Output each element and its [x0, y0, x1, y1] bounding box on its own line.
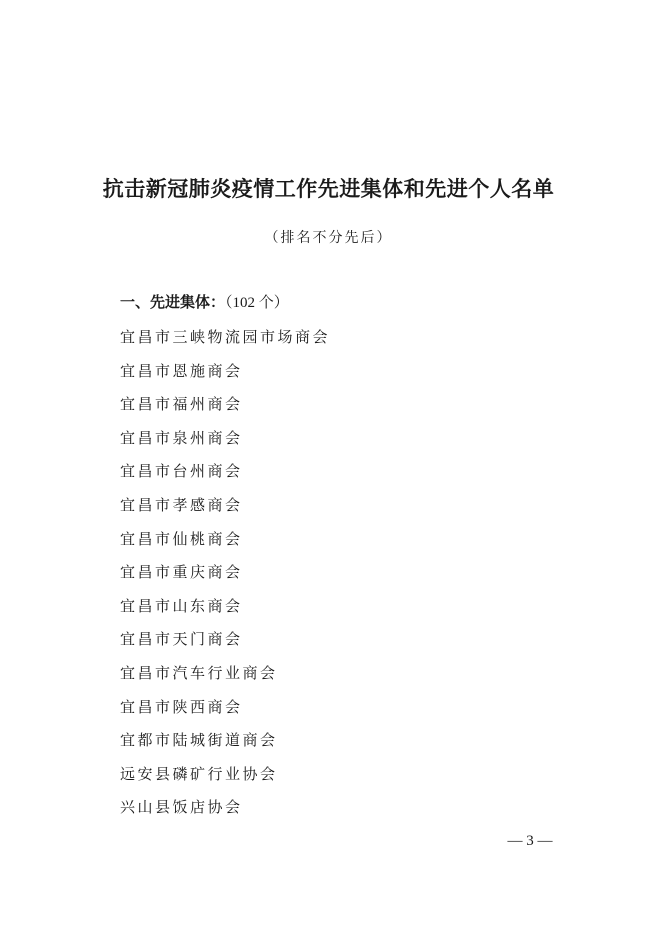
page-number: — 3 — — [507, 833, 553, 849]
list-item: 宜昌市汽车行业商会 — [120, 663, 278, 682]
list-item: 宜昌市台州商会 — [120, 462, 243, 481]
list-item: 宜昌市福州商会 — [120, 395, 243, 414]
section-count: （102 个） — [225, 295, 289, 311]
list-item: 宜昌市恩施商会 — [120, 361, 243, 380]
list-item: 宜昌市天门商会 — [120, 630, 243, 649]
list-item: 宜昌市陕西商会 — [120, 697, 243, 716]
list-item: 兴山县饭店协会 — [120, 798, 243, 817]
list-item: 宜昌市孝感商会 — [120, 495, 243, 514]
document-title: 抗击新冠肺炎疫情工作先进集体和先进个人名单 — [102, 177, 555, 201]
collective-list — [120, 326, 330, 830]
list-item: 宜昌市重庆商会 — [120, 563, 243, 582]
list-item: 远安县磷矿行业协会 — [120, 764, 278, 783]
document-subtitle: （排名不分先后） — [264, 230, 393, 246]
section-heading — [120, 291, 289, 314]
section-heading-label: 一、先进集体： — [120, 293, 226, 311]
list-item: 宜昌市三峡物流园市场商会 — [120, 328, 331, 346]
list-item: 宜昌市泉州商会 — [120, 428, 243, 447]
list-item: 宜都市陆城街道商会 — [120, 731, 278, 750]
list-item: 宜昌市山东商会 — [120, 596, 243, 615]
list-item: 宜昌市仙桃商会 — [120, 529, 243, 548]
